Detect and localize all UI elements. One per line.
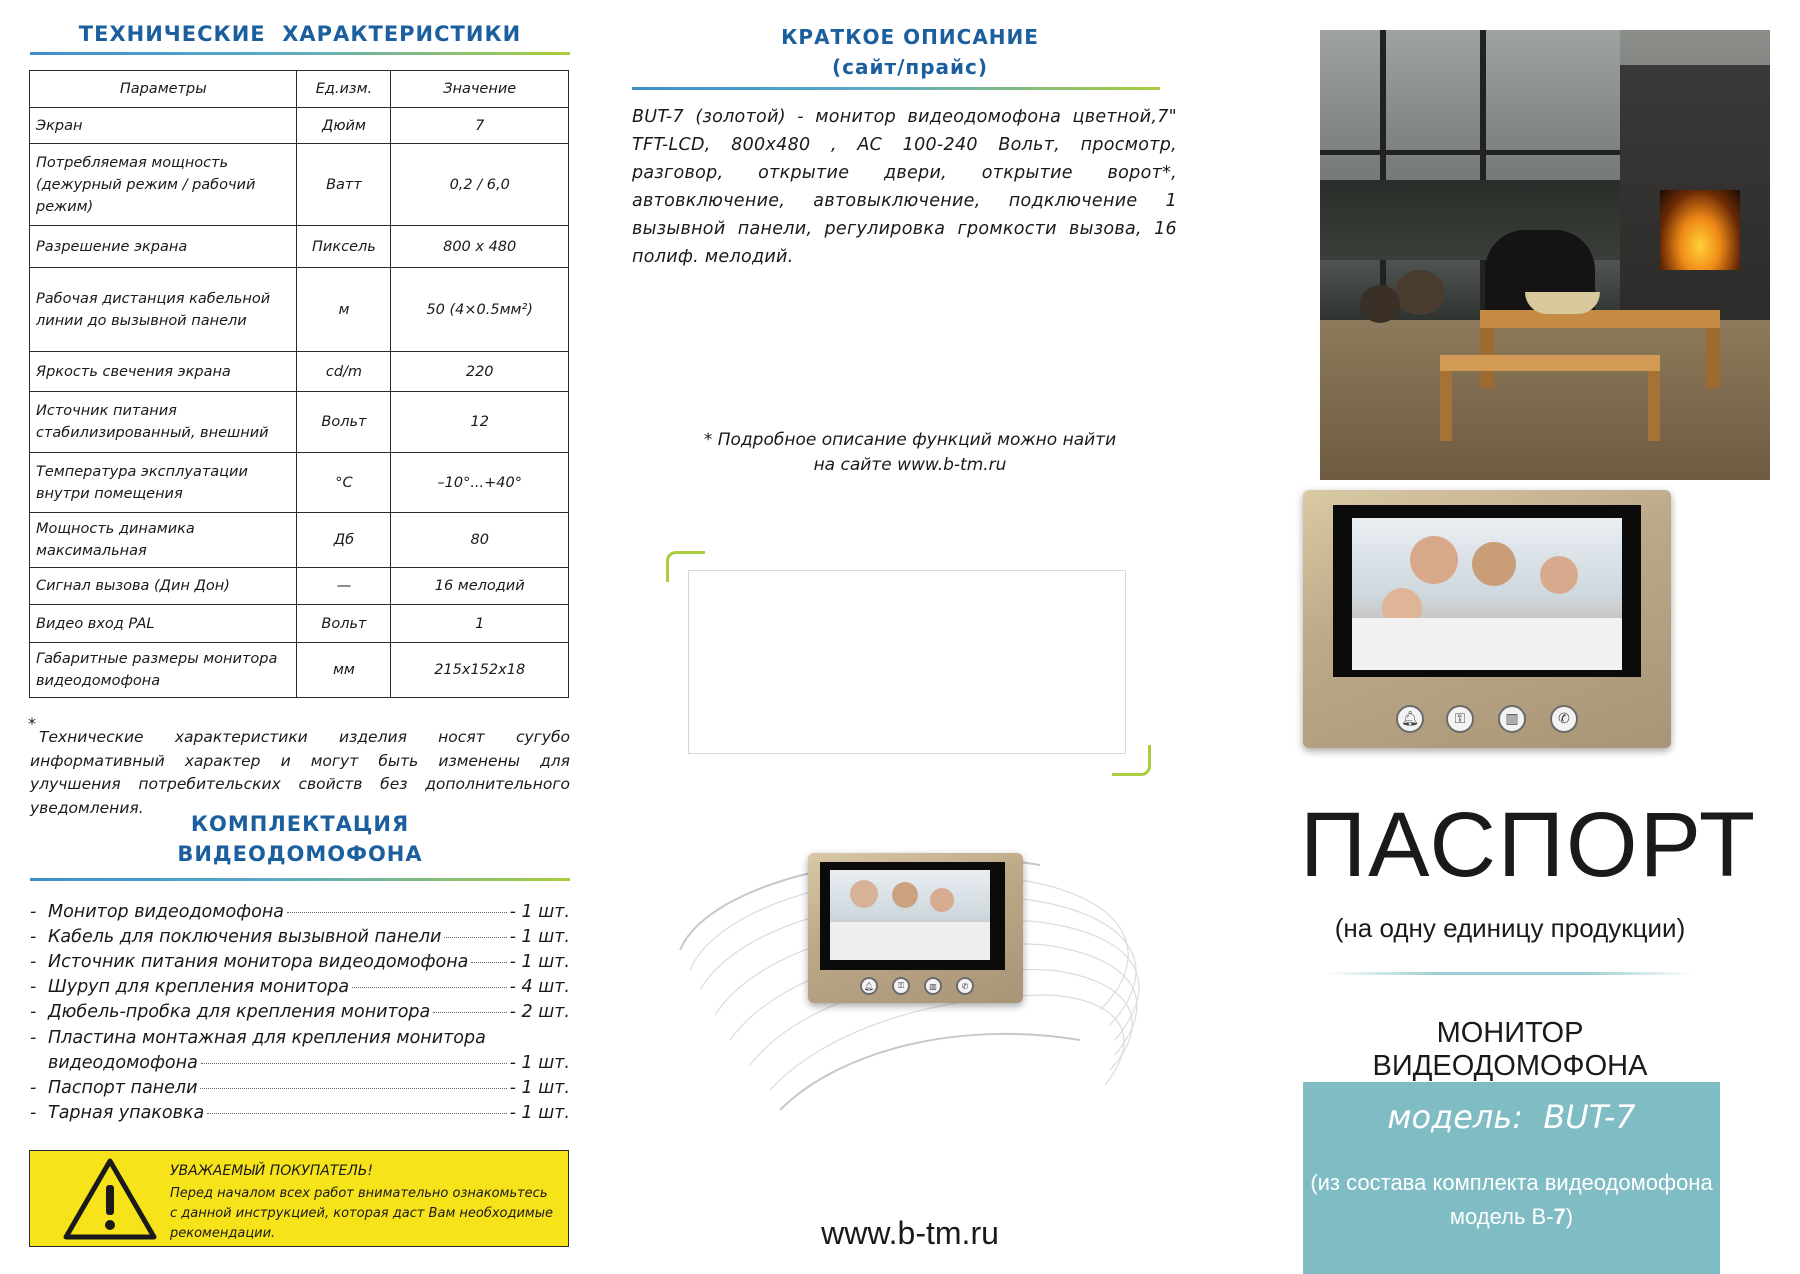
- table-header: Ед.изм.: [297, 71, 391, 108]
- list-item: - Дюбель-пробка для крепления монитора - 2 шт.: [30, 1002, 570, 1022]
- table-cell: —: [297, 568, 391, 605]
- table-header-row: [30, 71, 569, 108]
- kit-title-line2: ВИДЕОДОМОФОНА: [177, 842, 423, 866]
- table-row: [30, 226, 569, 268]
- table-cell: мм: [297, 643, 391, 698]
- list-item: - Тарная упаковка - 1 шт.: [30, 1103, 570, 1123]
- kit-item-qty: - 4 шт.: [509, 977, 570, 997]
- kit-reference-number: 7: [1553, 1204, 1566, 1229]
- passport-subtitle: (на одну единицу продукции): [1334, 913, 1686, 943]
- specs-footnote: Технические характеристики изделия носят сугубо информативный характер и могут быть изменены для улучшения потребительских свойств без дополнительного уведомления.: [30, 728, 570, 817]
- table-header: Параметры: [30, 71, 297, 108]
- table-cell: Видео вход PAL: [30, 605, 297, 643]
- table-row: [30, 352, 569, 392]
- website-url: www.b-tm.ru: [821, 1215, 999, 1251]
- table-cell: Ватт: [297, 144, 391, 226]
- website-note-line1: * Подробное описание функций можно найти: [703, 430, 1117, 450]
- kit-item-qty: - 1 шт.: [509, 902, 570, 922]
- kit-item-name: видеодомофона: [48, 1053, 198, 1073]
- table-cell: Пиксель: [297, 226, 391, 268]
- handset-icon: ✆: [1550, 705, 1578, 733]
- kit-item-name: Кабель для поключения вызывной панели: [48, 927, 442, 947]
- frame-corner-bottom-right: [1112, 745, 1151, 776]
- kit-item-name: Шуруп для крепления монитора: [48, 977, 350, 997]
- table-cell: Разрешение экрана: [30, 226, 297, 268]
- table-header: Значение: [391, 71, 569, 108]
- table-row: [30, 643, 569, 698]
- table-cell: 0,2 / 6,0: [391, 144, 569, 226]
- description-subtitle: (сайт/прайс): [831, 55, 989, 79]
- key-icon: ⚿: [1446, 705, 1474, 733]
- list-item: - Паспорт панели - 1 шт.: [30, 1078, 570, 1098]
- blank-frame: [688, 570, 1126, 754]
- warning-triangle-icon: [62, 1157, 158, 1241]
- kit-item-name: Источник питания монитора видеодомофона: [48, 952, 469, 972]
- table-cell: cd/m: [297, 352, 391, 392]
- description-title: КРАТКОЕ ОПИСАНИЕ: [781, 25, 1039, 49]
- list-item: - Кабель для поключения вызывной панели - 1 шт.: [30, 927, 570, 947]
- table-cell: Дюйм: [297, 108, 391, 144]
- product-description: BUT-7 (золотой) - монитор видеодомофона цветной,7" TFT-LCD, 800х480 , АС 100-240 Вольт, просмотр, разговор, открытие двери, открытие ворот*, автовключение, автовыключение, подключение 1 вызывной панели, регулировка громкости вызова, 16 полиф. мелодий.: [632, 107, 1177, 267]
- table-cell: Вольт: [297, 392, 391, 453]
- kit-item-qty: - 1 шт.: [509, 927, 570, 947]
- table-row: [30, 568, 569, 605]
- kit-item-name: Паспорт панели: [48, 1078, 198, 1098]
- specs-table: [29, 70, 569, 698]
- large-monitor-photo: [1303, 490, 1671, 748]
- table-cell: Дб: [297, 513, 391, 568]
- table-row: [30, 268, 569, 352]
- bell-icon: 🔔︎: [860, 977, 878, 995]
- handset-icon: ✆: [956, 977, 974, 995]
- table-cell: Мощность динамика максимальная: [30, 513, 297, 568]
- table-cell: Вольт: [297, 605, 391, 643]
- table-cell: 1: [391, 605, 569, 643]
- kit-reference-line2: [1303, 1204, 1720, 1230]
- list-item: - Пластина монтажная для крепления монитора: [30, 1028, 486, 1048]
- table-cell: 220: [391, 352, 569, 392]
- list-item: - Источник питания монитора видеодомофона - 1 шт.: [30, 952, 570, 972]
- kit-item-qty: - 2 шт.: [509, 1002, 570, 1022]
- kit-item-qty: - 1 шт.: [509, 1078, 570, 1098]
- table-row: [30, 108, 569, 144]
- specs-title: ТЕХНИЧЕСКИЕ ХАРАКТЕРИСТИКИ: [78, 22, 522, 46]
- table-cell: Температура эксплуатации внутри помещения: [30, 453, 297, 513]
- table-cell: Сигнал вызова (Дин Дон): [30, 568, 297, 605]
- warning-text: Перед началом всех работ внимательно ознакомьтесь с данной инструкцией, которая даст Вам необходимые рекомендации.: [170, 1186, 553, 1241]
- table-cell: 215х152х18: [391, 643, 569, 698]
- kit-item-qty: - 1 шт.: [509, 1053, 570, 1073]
- table-cell: 12: [391, 392, 569, 453]
- kit-item-name: Монитор видеодомофона: [48, 902, 285, 922]
- kit-item-name: Пластина монтажная для крепления монитора: [48, 1028, 486, 1048]
- table-cell: 80: [391, 513, 569, 568]
- table-cell: Потребляемая мощность (дежурный режим / рабочий режим): [30, 144, 297, 226]
- kit-item-name: Тарная упаковка: [48, 1103, 205, 1123]
- key-icon: ⚿: [892, 977, 910, 995]
- kit-item-qty: - 1 шт.: [509, 952, 570, 972]
- table-cell: –10°...+40°: [391, 453, 569, 513]
- table-cell: м: [297, 268, 391, 352]
- table-cell: 50 (4×0.5мм²): [391, 268, 569, 352]
- kit-reference-prefix: модель В-: [1449, 1204, 1554, 1229]
- website-note-line2: на сайте www.b-tm.ru: [813, 455, 1007, 475]
- table-cell: Источник питания стабилизированный, внешний: [30, 392, 297, 453]
- gate-icon: ▥: [924, 977, 942, 995]
- passport-rule: [1325, 972, 1695, 975]
- table-row: [30, 453, 569, 513]
- gate-icon: ▥: [1498, 705, 1526, 733]
- kit-reference-line1: (из состава комплекта видеодомофона: [1310, 1170, 1713, 1195]
- model-label: модель: BUT-7: [1387, 1098, 1636, 1136]
- warning-box: [29, 1150, 569, 1247]
- kit-title-line1: КОМПЛЕКТАЦИЯ: [190, 812, 410, 836]
- model-box: [1303, 1082, 1720, 1274]
- specs-title-rule: [30, 52, 570, 55]
- table-row: [30, 144, 569, 226]
- kit-item-qty: - 1 шт.: [509, 1103, 570, 1123]
- table-cell: 7: [391, 108, 569, 144]
- kit-item-name: Дюбель-пробка для крепления монитора: [48, 1002, 431, 1022]
- table-cell: Яркость свечения экрана: [30, 352, 297, 392]
- description-title-rule: [632, 87, 1160, 90]
- small-monitor-photo: [808, 853, 1023, 1003]
- table-cell: Экран: [30, 108, 297, 144]
- warning-title: УВАЖАЕМЫЙ ПОКУПАТЕЛЬ!: [170, 1163, 373, 1179]
- footnote-star: *: [28, 714, 36, 733]
- table-cell: 800 х 480: [391, 226, 569, 268]
- table-cell: Габаритные размеры монитора видеодомофона: [30, 643, 297, 698]
- list-item: [30, 1053, 570, 1078]
- table-row: [30, 605, 569, 643]
- passport-title: ПАСПОРТ: [1300, 794, 1758, 896]
- interior-photo: [1320, 30, 1770, 480]
- list-item: - Шуруп для крепления монитора - 4 шт.: [30, 977, 570, 997]
- table-cell: °C: [297, 453, 391, 513]
- frame-corner-top-left: [666, 551, 705, 582]
- kit-title-rule: [30, 878, 570, 881]
- table-cell: 16 мелодий: [391, 568, 569, 605]
- table-row: [30, 392, 569, 453]
- kit-reference-suffix: ): [1565, 1204, 1574, 1229]
- list-item: - Монитор видеодомофона - 1 шт.: [30, 902, 570, 922]
- table-row: [30, 513, 569, 568]
- product-name: МОНИТОР ВИДЕОДОМОФОНА: [1372, 1017, 1648, 1082]
- table-cell: Рабочая дистанция кабельной линии до вызывной панели: [30, 268, 297, 352]
- bell-icon: 🔔︎: [1396, 705, 1424, 733]
